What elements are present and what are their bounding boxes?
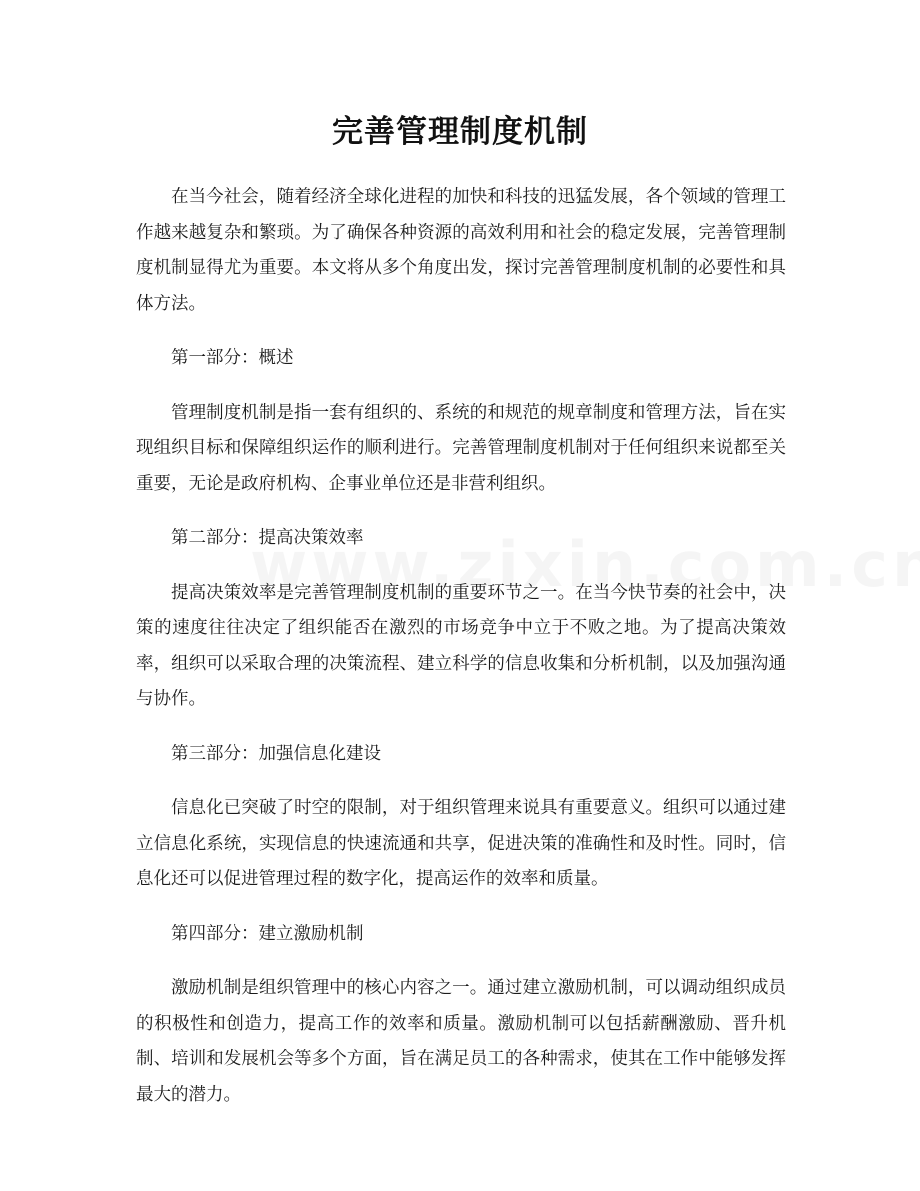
section-paragraph-3: 信息化已突破了时空的限制，对于组织管理来说具有重要意义。组织可以通过建立信息化系统，实现信息的快速流通和共享，促进决策的准确性和及时性。同时，信息化还可以促进管理过程的数字化，提高运作的效率和质量。 bbox=[136, 798, 786, 889]
section-paragraph-1: 管理制度机制是指一套有组织的、系统的和规范的规章制度和管理方法，旨在实现组织目标和保障组织运作的顺利进行。完善管理制度机制对于任何组织来说都至关重要，无论是政府机构、企事业单位还是非营利组织。 bbox=[136, 402, 786, 494]
intro-paragraph: 在当今社会，随着经济全球化进程的加快和科技的迅猛发展，各个领域的管理工作越来越复杂和繁琐。为了确保各种资源的高效利用和社会的稳定发展，完善管理制度机制显得尤为重要。本文将从多个角度出发，探讨完善管理制度机制的必要性和具体方法。 bbox=[136, 187, 786, 314]
section-heading-1: 第一部分：概述 bbox=[171, 348, 294, 368]
document-title: 完善管理制度机制 bbox=[332, 114, 588, 150]
document-body bbox=[136, 180, 786, 1132]
section-heading-2: 第二部分：提高决策效率 bbox=[171, 528, 364, 548]
section-heading-3: 第三部分：加强信息化建设 bbox=[171, 743, 381, 764]
section-heading-4: 第四部分：建立激励机制 bbox=[171, 923, 364, 944]
section-paragraph-4: 激励机制是组织管理中的核心内容之一。通过建立激励机制，可以调动组织成员的积极性和创造力，提高工作的效率和质量。激励机制可以包括薪酬激励、晋升机制、培训和发展机会等多个方面，旨在满足员工的各种需求，使其在工作中能够发挥最大的潜力。 bbox=[136, 978, 786, 1105]
section-paragraph-2: 提高决策效率是完善管理制度机制的重要环节之一。在当今快节奏的社会中，决策的速度往往决定了组织能否在激烈的市场竞争中立于不败之地。为了提高决策效率，组织可以采取合理的决策流程、建立科学的信息收集和分析机制，以及加强沟通与协作。 bbox=[136, 582, 786, 709]
